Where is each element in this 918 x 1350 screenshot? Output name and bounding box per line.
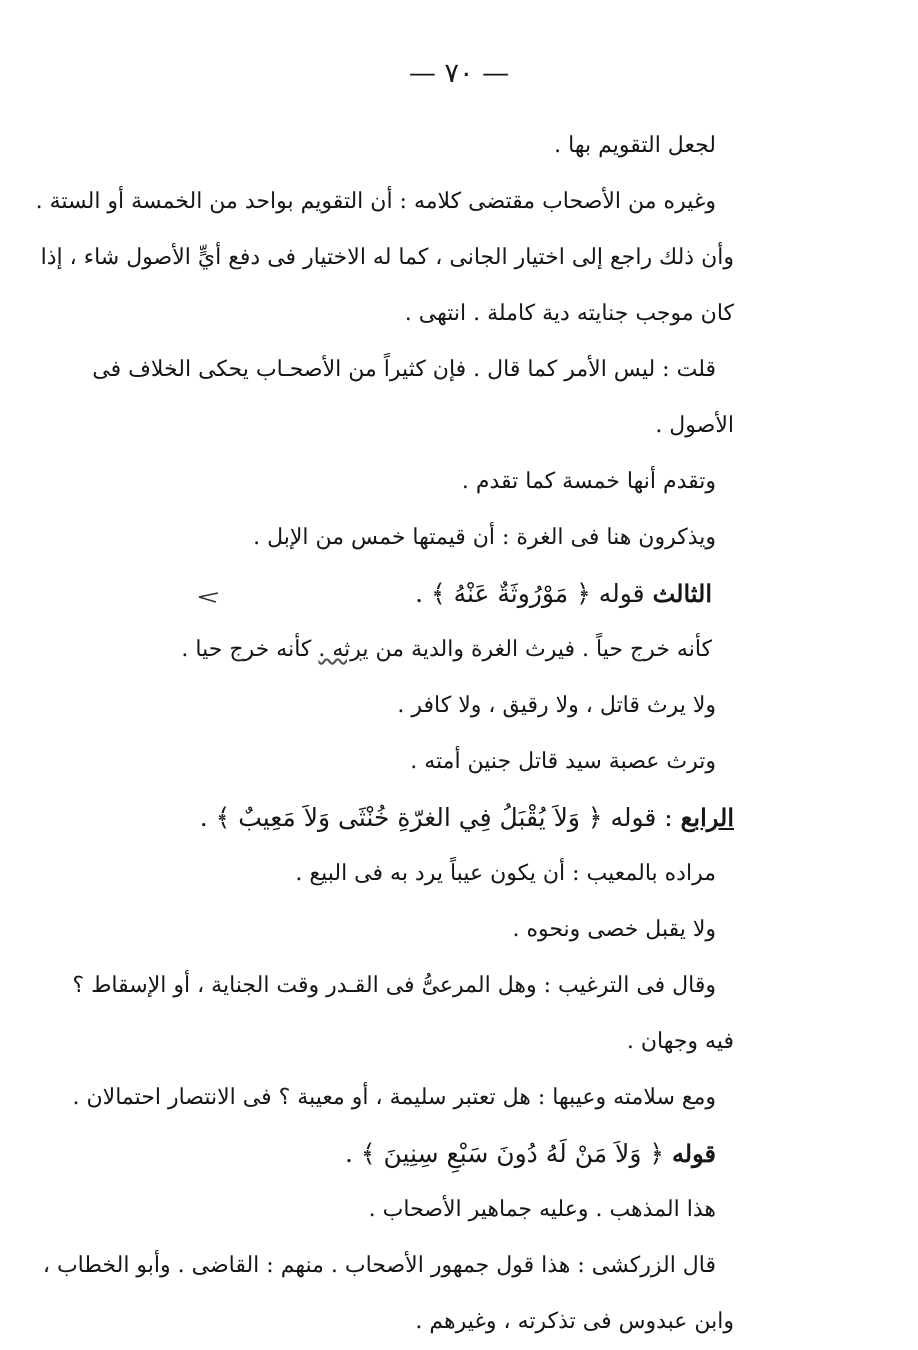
heading-label: الثالث — [652, 579, 712, 608]
heading-label: الرابع — [680, 803, 734, 832]
text-line: وقال فى الترغيب : وهل المرعىُّ فى القـدر وقت الجناية ، أو الإسقاط ؟ — [72, 973, 716, 998]
body-text — [35, 118, 734, 1350]
section-heading — [174, 790, 734, 846]
text-line: وتقدم أنها خمسة كما تقدم . — [461, 469, 716, 494]
page-number: — ٧٠ — — [408, 58, 510, 89]
text-line: ولا يقبل خصى ونحوه . — [512, 917, 716, 942]
text-line: ومع سلامته وعيبها : هل تعتبر سليمة ، أو معيبة ؟ فى الانتصار احتمالان . — [72, 1085, 716, 1110]
text-line: كان موجب جنايته دية كاملة . انتهى . — [404, 301, 734, 326]
text-line: فيه وجهان . — [626, 1029, 734, 1054]
text-line: وغيره من الأصحاب مقتضى كلامه : أن التقويم بواحد من الخمسة أو الستة . — [35, 189, 716, 214]
section-heading — [174, 566, 734, 622]
section-heading — [174, 1126, 734, 1182]
text-line: لجعل التقويم بها . — [554, 133, 716, 158]
text-line: مراده بالمعيب : أن يكون عيباً يرد به فى البيع . — [295, 861, 716, 886]
quoted-text: قوله ﴿ مَوْرُوثَةٌ عَنْهُ ﴾ . — [415, 579, 653, 608]
text-line: وأن ذلك راجع إلى اختيار الجانى ، كما له الاختيار فى دفع أيٍّ الأصول شاء ، إذا — [40, 245, 734, 270]
text-line — [174, 622, 734, 678]
margin-insertion-mark — [196, 590, 220, 604]
heading-label: قوله — [671, 1139, 716, 1168]
text-line: قال الزركشى : هذا قول جمهور الأصحاب . منهم : القاضى . وأبو الخطاب ، — [42, 1253, 716, 1278]
text-line: هذا المذهب . وعليه جماهير الأصحاب . — [368, 1197, 716, 1222]
quoted-text: : قوله ﴿ وَلاَ يُقْبَلُ فِي الغرّةِ خُنْثَى وَلاَ مَعِيبٌ ﴾ . — [199, 803, 681, 832]
quoted-text: ﴿ وَلاَ مَنْ لَهُ دُونَ سَبْعِ سِنِينَ ﴾ . — [344, 1139, 672, 1168]
text-line: ويذكرون هنا فى الغرة : أن قيمتها خمس من الإبل . — [253, 525, 716, 550]
text-line: وابن عبدوس فى تذكرته ، وغيرهم . — [415, 1309, 734, 1334]
text-line: وترث عصبة سيد قاتل جنين أمته . — [410, 749, 716, 774]
text-span: كأنه خرج حياً . فيرث الغرة والدية من — [368, 637, 712, 662]
text-line: ولا يرث قاتل ، ولا رقيق ، ولا كافر . — [397, 693, 716, 718]
text-span: كأنه خرج حيا . — [181, 637, 319, 662]
text-line: الأصول . — [655, 413, 734, 438]
underlined-word: يرثه . — [318, 637, 369, 662]
text-line: قلت : ليس الأمر كما قال . فإن كثيراً من الأصحـاب يحكى الخلاف فى — [92, 357, 716, 382]
